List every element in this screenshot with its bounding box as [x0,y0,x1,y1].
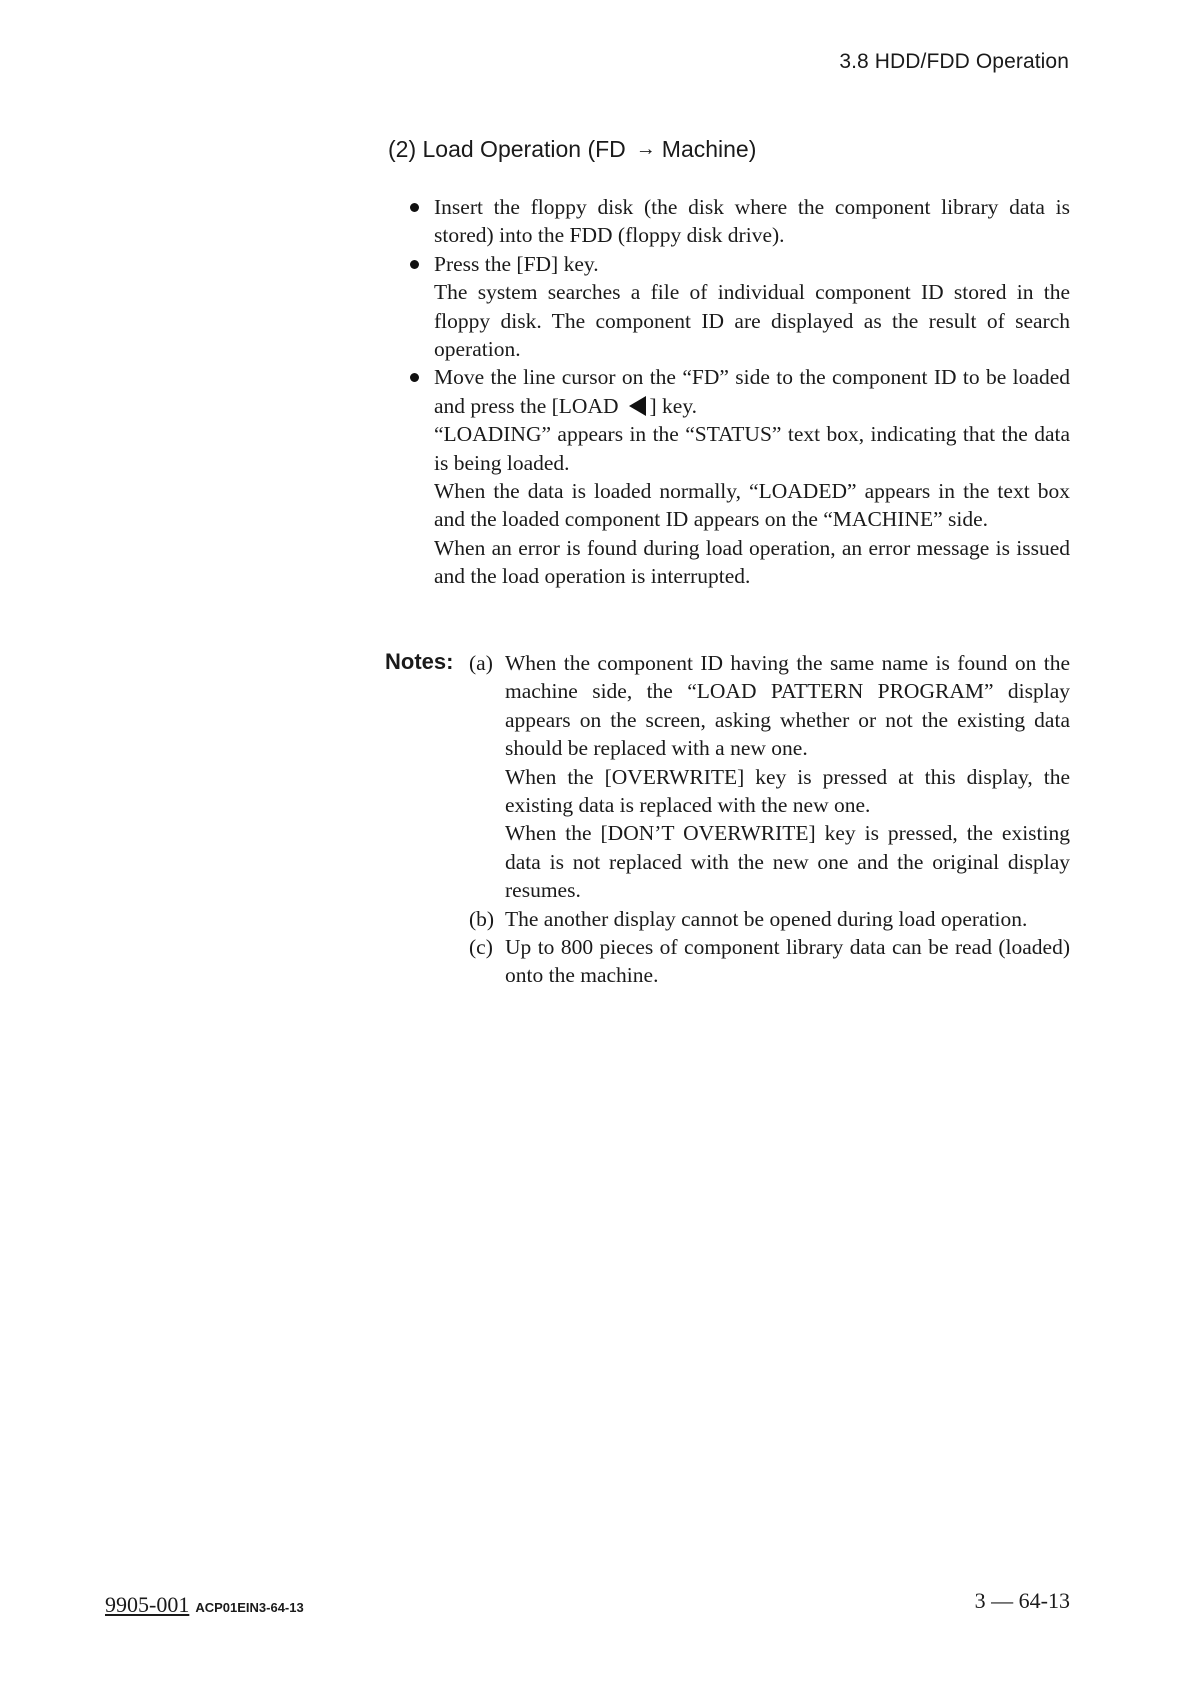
notes-label: Notes: [385,649,454,674]
page-number: 3 — 64-13 [974,1588,1070,1613]
step-3-detail-1: “LOADING” appears in the “STATUS” text box, indicating that the data is being loaded. [434,422,1070,475]
section-title-suffix: Machine) [661,136,757,162]
note-paragraph: When the component ID having the same name is found on the machine side, the “LOAD PATTERN PROGRAM” display appears on the screen, asking whether or not the existing data should be replaced with a new one. [505,651,1070,761]
note-letter: (c) [469,935,493,960]
step-1 [434,193,1070,250]
right-arrow-icon: → [635,138,656,160]
bullet-icon [410,260,419,269]
step-3-detail-2: When the data is loaded normally, “LOADED” appears in the text box and the loaded component ID appears on the “MACHINE” side. [434,479,1070,532]
bullet-icon [410,373,419,382]
left-triangle-icon [629,396,646,416]
step-2-text: Press the [FD] key. [434,251,599,276]
note-paragraph: When the [DON’T OVERWRITE] key is pressed, the existing data is not replaced with the new one and the original display resumes. [505,821,1070,903]
note-paragraph: Up to 800 pieces of component library data can be read (loaded) onto the machine. [505,935,1070,988]
note-letter: (b) [469,906,495,931]
step-2-detail: The system searches a file of individual component ID stored in the floppy disk. The component ID are displayed as the result of search operation. [434,280,1070,362]
step-1-text: Insert the floppy disk (the disk where the component library data is stored) into the FDD (floppy disk drive). [434,195,1070,248]
running-header: 3.8 HDD/FDD Operation [839,50,1069,73]
note-b [469,905,1070,933]
bullet-icon [410,203,419,212]
step-3-text-after: ] key. [649,393,698,418]
note-c [469,933,1070,990]
step-3-detail-3: When an error is found during load operation, an error message is issued and the load operation is interrupted. [434,535,1070,589]
doc-code: 9905-001 [105,1592,190,1617]
step-2 [434,250,1070,278]
doc-id: ACP01EIN3-64-13 [195,1600,304,1615]
note-letter: (a) [469,651,493,675]
step-3 [434,363,1070,420]
section-title [388,136,756,163]
section-title-prefix: (2) Load Operation (FD [388,136,626,162]
note-paragraph: The another display cannot be opened during load operation. [505,906,1028,931]
footer-document-code [105,1592,304,1618]
notes-section [385,649,1070,990]
procedure-steps [434,193,1070,591]
note-a [469,649,1070,905]
step-3-text-before: Move the line cursor on the “FD” side to the component ID to be loaded and press the [LOAD [434,365,1070,418]
note-paragraph: When the [OVERWRITE] key is pressed at this display, the existing data is replaced with the new one. [505,764,1070,818]
